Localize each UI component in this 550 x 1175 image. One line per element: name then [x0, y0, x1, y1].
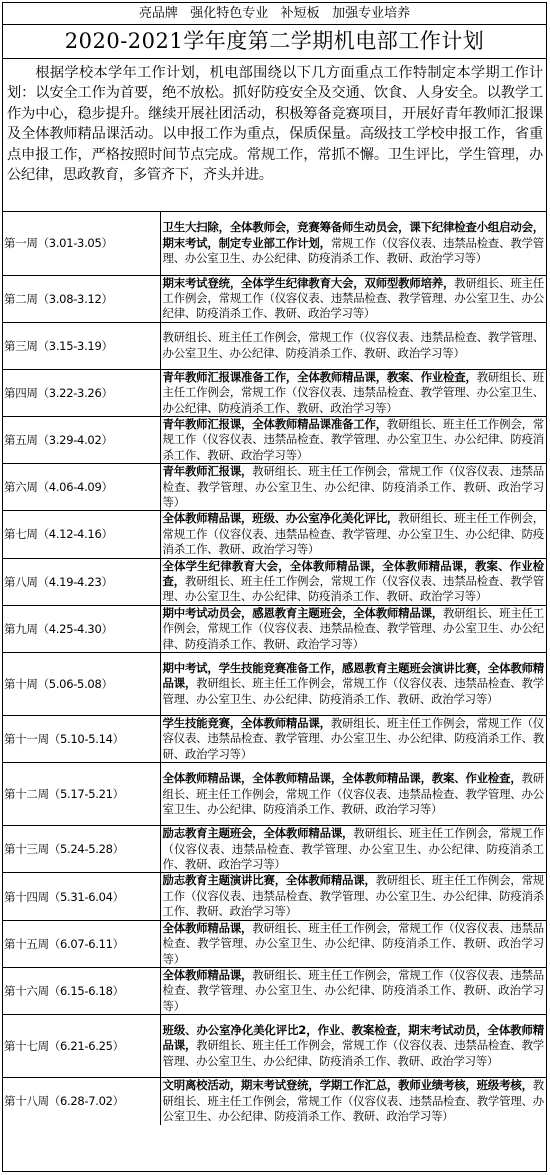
week-highlight-tasks: 文明离校活动，期末考试登统，学期工作汇总，教师业绩考核，班级考核，: [162, 1078, 533, 1093]
week-highlight-tasks: 全体教师精品课，: [162, 967, 253, 982]
table-row: [3, 763, 546, 826]
page-title: 2020-2021学年度第二学期机电部工作计划: [3, 25, 546, 59]
week-label: 第四周（3.22-3.26）: [3, 369, 160, 416]
week-content: [160, 967, 546, 1014]
table-row: [3, 322, 546, 369]
week-routine-tasks: 教研组长、班主任工作例会，常规工作（仪容仪表、违禁品检查、教学管理、办公室卫生、办公纪律、防疫消杀工作、教研、政治学习等）: [162, 369, 544, 415]
week-content: [160, 511, 546, 558]
week-content: [160, 212, 546, 275]
week-label: 第十二周（5.17-5.21）: [3, 763, 160, 826]
week-label: 第五周（3.29-4.02）: [3, 416, 160, 463]
week-label: 第十五周（6.07-6.11）: [3, 920, 160, 967]
week-routine-tasks: 教研组长、班主任工作例会，常规工作（仪容仪表、违禁品检查、教学管理、办公室卫生、办公纪律、防疫消杀工作、教研、政治学习等）: [162, 511, 544, 557]
week-content: [160, 873, 546, 920]
week-routine-tasks: 教研组长、班主任工作例会，常规工作（仪容仪表、违禁品检查、教学管理、办公室卫生、办公纪律、防疫消杀工作、教研、政治学习等）: [162, 416, 544, 462]
week-routine-tasks: 教研组长、班主任工作例会，常规工作（仪容仪表、违禁品检查、教学管理、办公室卫生、办公纪律、防疫消杀工作、教研、政治学习等）: [162, 826, 544, 872]
weekly-schedule-table: [3, 212, 546, 1125]
week-content: [160, 558, 546, 605]
week-highlight-tasks: 卫生大扫除，全体教师会，竞赛筹备师生动员会，课下纪律检查小组启动会，期末考试，制定专业部工作计划，: [162, 220, 544, 250]
work-plan-sheet: [2, 2, 547, 1172]
week-content: [160, 1078, 546, 1125]
week-label: 第十周（5.06-5.08）: [3, 653, 160, 716]
week-label: 第十六周（6.15-6.18）: [3, 967, 160, 1014]
week-label: 第六周（4.06-4.09）: [3, 464, 160, 511]
week-highlight-tasks: 青年教师汇报课准备工作，全体教师精品课，教案、作业检查，: [162, 369, 477, 384]
week-content: [160, 763, 546, 826]
week-content: [160, 653, 546, 716]
table-row: [3, 464, 546, 511]
table-row: [3, 716, 546, 763]
week-label: 第十七周（6.21-6.25）: [3, 1015, 160, 1078]
week-routine-tasks: 教研组长、班主任工作例会，常规工作（仪容仪表、违禁品检查、教学管理、办公室卫生、办公纪律、防疫消杀工作、教研、政治学习等）: [162, 716, 544, 761]
week-label: 第一周（3.01-3.05）: [3, 212, 160, 275]
table-row: [3, 653, 546, 716]
week-content: [160, 716, 546, 763]
table-row: [3, 1015, 546, 1078]
week-routine-tasks: 教研组长、班主任工作例会，常规工作（仪容仪表、违禁品检查、教学管理、办公室卫生、办公纪律、防疫消杀工作、教研、政治学习等）: [162, 967, 544, 1013]
table-row: [3, 511, 546, 558]
week-routine-tasks: 教研组长、班主任工作例会，常规工作（仪容仪表、违禁品检查、教学管理、办公室卫生、办公纪律、防疫消杀工作、教研、政治学习等）: [162, 574, 544, 604]
week-routine-tasks: 教研组长、班主任工作例会，常规工作（仪容仪表、违禁品检查、教学管理、办公室卫生、办公纪律、防疫消杀工作、教研、政治学习等）: [162, 1038, 544, 1068]
week-highlight-tasks: 全体学生纪律教育大会，全体教师精品课，全体教师精品课，教案、作业检查，: [162, 558, 544, 588]
week-routine-tasks: 教研组长、班主任工作例会，常规工作（仪容仪表、违禁品检查、教学管理、办公室卫生、办公纪律、防疫消杀工作、教研、政治学习等）: [162, 605, 544, 651]
table-row: [3, 1078, 546, 1125]
week-label: 第十三周（5.24-5.28）: [3, 826, 160, 873]
week-routine-tasks: 教研组长、班主任工作例会，常规工作（仪容仪表、违禁品检查、教学管理、办公室卫生、办公纪律、防疫消杀工作、教研、政治学习等）: [162, 330, 544, 360]
table-row: [3, 369, 546, 416]
week-label: 第十八周（6.28-7.02）: [3, 1078, 160, 1125]
intro-paragraph: 根据学校本学年工作计划，机电部围绕以下几方面重点工作特制定本学期工作计划：以安全工作为首要，绝不放松。抓好防疫安全及交通、饮食、人身安全。以教学工作为中心，稳步提升。继续开展社团活动，积极筹备竞赛项目，开展好青年教师汇报课及全体教师精品课活动。以申报工作为重点，保质保量。高级技工学校申报工作，省重点申报工作，严格按照时间节点完成。常规工作，常抓不懈。卫生评比，学生管理，办公纪律，思政教育，多管齐下，齐头并进。: [3, 59, 546, 212]
week-routine-tasks: 教研组长、班主任工作例会，常规工作（仪容仪表、违禁品检查、教学管理、办公室卫生、办公纪律、防疫消杀工作、教研、政治学习等）: [162, 771, 544, 816]
week-highlight-tasks: 全体教师精品课，班级、办公室净化美化评比，: [162, 511, 399, 526]
week-label: 第八周（4.19-4.23）: [3, 558, 160, 605]
week-content: [160, 826, 546, 873]
week-content: [160, 322, 546, 369]
week-content: [160, 605, 546, 652]
week-highlight-tasks: 班级、办公室净化美化评比2，作业、教案检查，期末考试动员，全体教师精品课，: [162, 1023, 544, 1053]
week-highlight-tasks: 学生技能竞赛，全体教师精品课，: [162, 716, 331, 731]
week-highlight-tasks: 期中考试动员会，感恩教育主题班会，全体教师精品课，: [162, 605, 444, 620]
week-routine-tasks: 教研组长、班主任工作例会，常规工作（仪容仪表、违禁品检查、教学管理、办公室卫生、办公纪律、防疫消杀工作、教研、政治学习等）: [162, 920, 544, 966]
week-label: 第七周（4.12-4.16）: [3, 511, 160, 558]
table-row: [3, 967, 546, 1014]
table-row: [3, 605, 546, 652]
week-highlight-tasks: 励志教育主题班会，全体教师精品课，: [162, 826, 354, 841]
table-row: [3, 558, 546, 605]
table-row: [3, 873, 546, 920]
week-highlight-tasks: 青年教师汇报课，全体教师精品课准备工作，: [162, 416, 387, 431]
week-label: 第十四周（5.31-6.04）: [3, 873, 160, 920]
week-highlight-tasks: 励志教育主题演讲比赛，全体教师精品课，: [162, 873, 376, 888]
week-routine-tasks: 教研组长、班主任工作例会，常规工作（仪容仪表、违禁品检查、教学管理、办公室卫生、办公纪律、防疫消杀工作、教研、政治学习等）: [162, 1078, 544, 1124]
week-highlight-tasks: 青年教师汇报课，: [162, 464, 253, 479]
week-highlight-tasks: 期末考试登统，全体学生纪律教育大会，双师型教师培养，: [162, 275, 455, 290]
week-routine-tasks: 教研组长、班主任工作例会，常规工作（仪容仪表、违禁品检查、教学管理、办公室卫生、办公纪律、防疫消杀工作、教研、政治学习等）: [162, 873, 544, 919]
week-routine-tasks: 教研组长、班主任工作例会，常规工作（仪容仪表、违禁品检查、教学管理、办公室卫生、办公纪律、防疫消杀工作、教研、政治学习等）: [162, 275, 544, 321]
table-row: [3, 416, 546, 463]
week-content: [160, 416, 546, 463]
week-content: [160, 920, 546, 967]
week-highlight-tasks: 期中考试，学生技能竞赛准备工作，感恩教育主题班会演讲比赛，全体教师精品课，: [162, 660, 544, 691]
week-label: 第九周（4.25-4.30）: [3, 605, 160, 652]
table-row: [3, 212, 546, 275]
slogan-banner: 亮品牌 强化特色专业 补短板 加强专业培养: [3, 3, 546, 25]
week-label: 第十一周（5.10-5.14）: [3, 716, 160, 763]
table-row: [3, 920, 546, 967]
week-label: 第二周（3.08-3.12）: [3, 275, 160, 322]
week-highlight-tasks: 全体教师精品课，全体教师精品课，全体教师精品课，教案、作业检查，: [162, 771, 522, 786]
table-row: [3, 826, 546, 873]
week-content: [160, 275, 546, 322]
week-content: [160, 369, 546, 416]
week-highlight-tasks: 全体教师精品课，: [162, 920, 253, 935]
week-routine-tasks: 教研组长、班主任工作例会，常规工作（仪容仪表、违禁品检查、教学管理、办公室卫生、办公纪律、防疫消杀工作、教研、政治学习等）: [162, 464, 544, 509]
week-routine-tasks: 教研组长、班主任工作例会，常规工作（仪容仪表、违禁品检查、教学管理、办公室卫生、办公纪律、防疫消杀工作、教研、政治学习等）: [162, 676, 544, 706]
week-content: [160, 464, 546, 511]
week-routine-tasks: 常规工作（仪容仪表、违禁品检查、教学管理、办公室卫生、办公纪律、防疫消杀工作、教研、政治学习等）: [162, 235, 544, 265]
week-content: [160, 1015, 546, 1078]
week-label: 第三周（3.15-3.19）: [3, 322, 160, 369]
table-row: [3, 275, 546, 322]
